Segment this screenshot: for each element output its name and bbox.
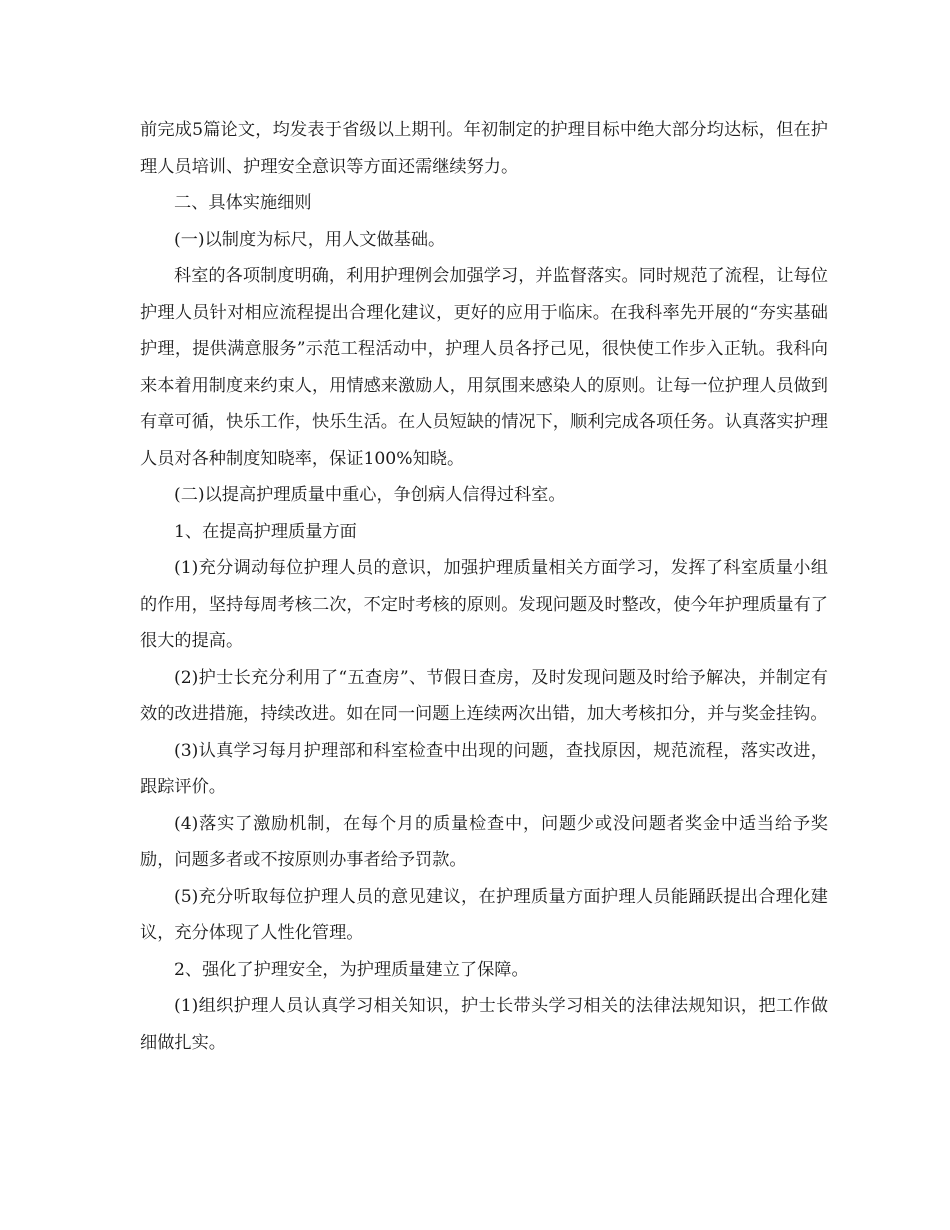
list-item-4: (4)落实了激励机制，在每个月的质量检查中，问题少或没问题者奖金中适当给予奖励，问题多者或不按原则办事者给予罚款。 <box>140 813 828 870</box>
list-item-safety-1: (1)组织护理人员认真学习相关知识，护士长带头学习相关的法律法规知识，把工作做细做扎实。 <box>140 996 828 1053</box>
list-item-2: (2)护士长充分利用了“五查房”、节假日查房，及时发现问题及时给予解决，并制定有效的改进措施，持续改进。如在同一问题上连续两次出错，加大考核扣分，并与奖金挂钩。 <box>140 667 828 724</box>
item-heading-1: 1、在提高护理质量方面 <box>174 521 357 542</box>
paragraph-system: 科室的各项制度明确，利用护理例会加强学习，并监督落实。同时规范了流程，让每位护理人员针对相应流程提出合理化建议，更好的应用于临床。在我科率先开展的“夯实基础护理，提供满意服务”示范工程活动中，护理人员各抒己见，很快使工作步入正轨。我科向来本着用制度来约束人，用情感来激励人，用氛围来感染人的原则。让每一位护理人员做到有章可循，快乐工作，快乐生活。在人员短缺的情况下，顺利完成各项任务。认真落实护理人员对各种制度知晓率，保证100%知晓。 <box>140 266 828 469</box>
subsection-heading-2: (二)以提高护理质量中重心，争创病人信得过科室。 <box>174 485 566 505</box>
paragraph-1: 前完成5篇论文，均发表于省级以上期刊。年初制定的护理目标中绝大部分均达标，但在护理人员培训、护理安全意识等方面还需继续努力。 <box>140 120 828 177</box>
document-body <box>140 112 828 1061</box>
subsection-heading-1: (一)以制度为标尺，用人文做基础。 <box>174 229 446 250</box>
list-item-3: (3)认真学习每月护理部和科室检查中出现的问题，查找原因，规范流程，落实改进，跟踪评价。 <box>140 740 828 797</box>
list-item-5: (5)充分听取每位护理人员的意见建议，在护理质量方面护理人员能踊跃提出合理化建议，充分体现了人性化管理。 <box>140 886 828 943</box>
section-heading-2: 二、具体实施细则 <box>174 193 312 213</box>
list-item-1: (1)充分调动每位护理人员的意识，加强护理质量相关方面学习，发挥了科室质量小组的作用，坚持每周考核二次，不定时考核的原则。发现问题及时整改，使今年护理质量有了很大的提高。 <box>140 558 828 651</box>
item-heading-2: 2、强化了护理安全，为护理质量建立了保障。 <box>174 959 529 980</box>
